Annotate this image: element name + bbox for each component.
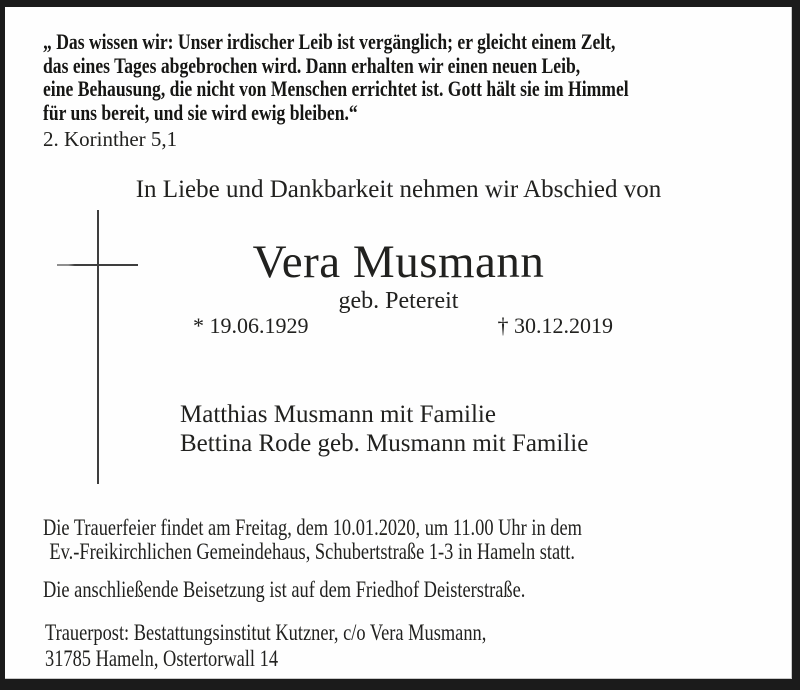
burial-info: Die anschließende Beisetzung ist auf dem Friedhof Deisterstraße. (43, 577, 526, 602)
mourner-line: Matthias Musmann mit Familie (180, 401, 496, 428)
obituary-clipping (5, 7, 792, 679)
bible-quote-line: das eines Tages abgebrochen wird. Dann erhalten wir einen neuen Leib, (43, 52, 581, 78)
condolence-address-line: Trauerpost: Bestattungsinstitut Kutzner, c/o Vera Musmann, (45, 620, 487, 645)
condolence-address-line: 31785 Hameln, Ostertorwall 14 (45, 646, 279, 671)
bible-quote (43, 30, 629, 124)
bible-quote-line: eine Behausung, die nicht von Menschen errichtet ist. Gott hält sie im Himmel (43, 76, 629, 101)
bible-quote-line: „ Das wissen wir: Unser irdischer Leib ist vergänglich; er gleicht einem Zelt, (43, 29, 616, 54)
funeral-service-line: Die Trauerfeier findet am Freitag, dem 10.01.2020, um 11.00 Uhr in dem (43, 515, 582, 540)
bible-quote-line: für uns bereit, und sie wird ewig bleiben.“ (43, 99, 358, 125)
intro-line: In Liebe und Dankbarkeit nehmen wir Abschied von (135, 176, 662, 203)
life-dates (193, 313, 613, 339)
maiden-name: geb. Petereit (338, 288, 459, 314)
mourner-line: Bettina Rode geb. Musmann mit Familie (180, 429, 589, 457)
deceased-name: Vera Musmann (252, 236, 545, 288)
funeral-service-info (43, 516, 582, 564)
condolence-address (45, 620, 486, 672)
death-date: † 30.12.2019 (497, 313, 613, 338)
bible-quote-source: 2. Korinther 5,1 (43, 127, 178, 151)
birth-date: * 19.06.1929 (193, 313, 309, 338)
funeral-service-line: Ev.-Freikirchlichen Gemeindehaus, Schubertstraße 1-3 in Hameln statt. (49, 539, 576, 564)
mourners-list (180, 401, 588, 458)
